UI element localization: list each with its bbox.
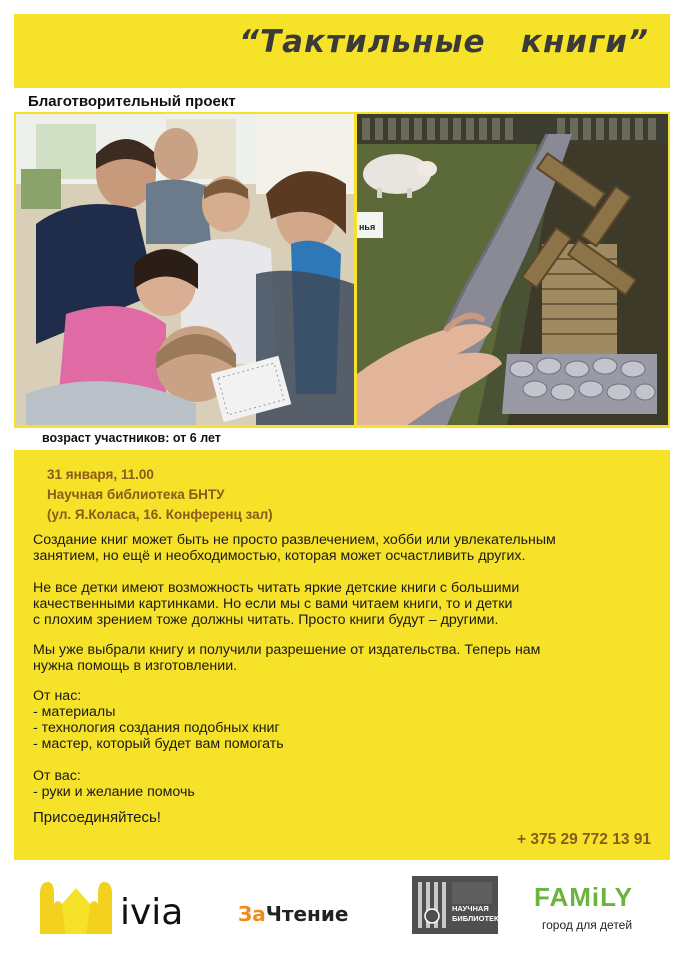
zachtenie-za: За [238,902,266,926]
zachtenie-rest: Чтение [265,902,349,926]
library-line1: НАУЧНАЯ [452,904,489,913]
age-note: возраст участников: от 6 лет [42,431,221,445]
mivia-logo [36,874,202,938]
mivia-text: ivia [120,892,184,933]
event-date-time: 31 января, 11.00 [47,467,154,482]
event-address: (ул. Я.Коласа, 16. Конференц зал) [47,507,273,522]
family-text: FAMiLY [534,882,633,912]
family-subtitle: город для детей [542,918,633,932]
from-you-list: От вас: - руки и желание помочь [33,768,195,800]
zachtenie-logo [238,902,348,926]
contact-phone: + 375 29 772 13 91 [516,831,651,848]
event-venue: Научная библиотека БНТУ [47,487,225,502]
library-logo [412,876,505,934]
tactile-book-photo [357,114,668,425]
paragraph-3: Мы уже выбрали книгу и получили разрешение от издательства. Теперь нам нужна помощь в изготовлении. [33,642,541,674]
paragraph-2: Не все детки имеют возможность читать яркие детские книги с большими качественными картинками. Но если мы с вами читаем книги, то и детки с плохим зрением тоже должны читать. Просто книги будут – другими. [33,580,520,628]
hands-m-icon [36,874,116,938]
library-line2: БИБЛИОТЕКА [452,914,505,923]
join-call: Присоединяйтесь! [33,809,161,826]
from-us-list: От нас: - материалы - технология создания подобных книг - мастер, который будет вам помогать [33,688,284,752]
paragraph-1: Создание книг может быть не просто развлечением, хобби или увлекательным занятием, но ещё и необходимостью, которая может осчастливить других. [33,532,556,564]
braille-card-label: нья [359,222,376,232]
family-logo [532,878,656,944]
project-subtitle: Благотворительный проект [28,93,236,110]
info-panel [14,450,670,860]
children-reading-photo [16,114,354,425]
poster-title: “Тактильные книги” [239,24,649,60]
